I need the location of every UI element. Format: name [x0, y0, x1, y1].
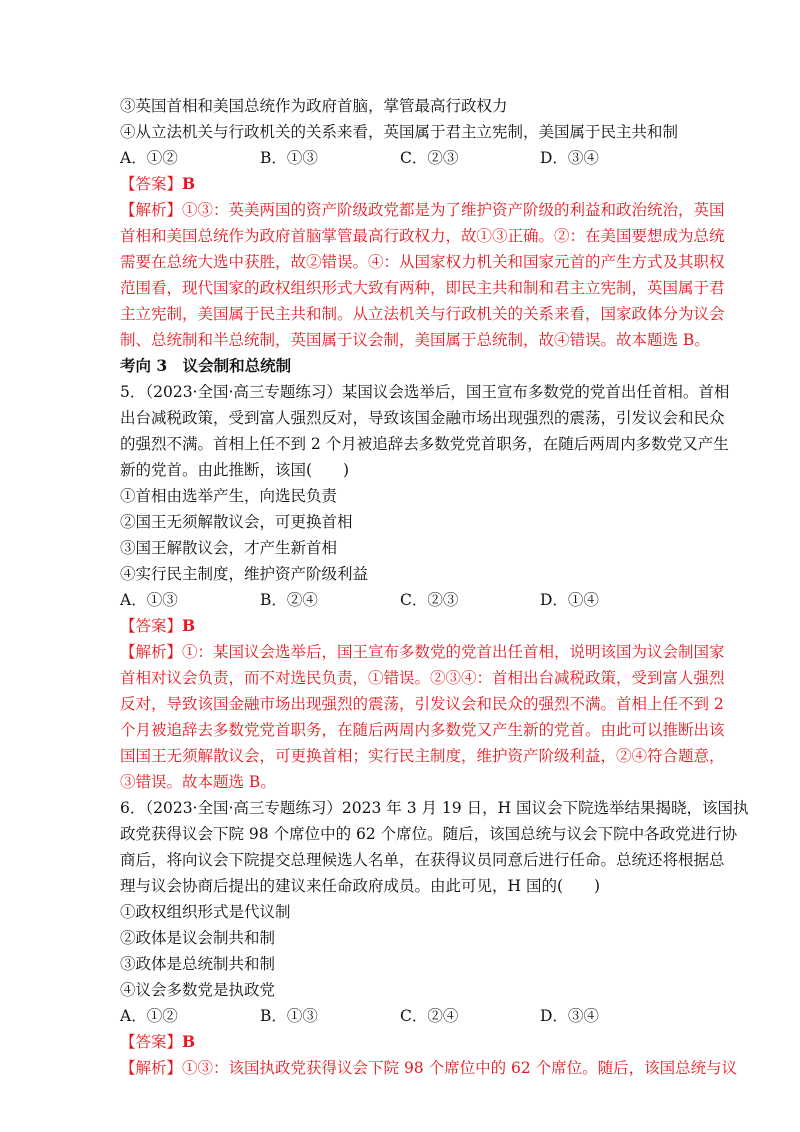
q4-analysis-line: 制、总统制和半总统制，英国属于议会制，美国属于总统制，故④错误。故本题选 B。	[120, 331, 710, 349]
q6-analysis-tag: 【解析】	[120, 1059, 183, 1077]
q5-analysis-line: ③错误。故本题选 B。	[120, 773, 276, 791]
q4-analysis-line: 范围看，现代国家的政权组织形式大致有两种，即民主共和制和君主立宪制，英国属于君	[120, 279, 725, 297]
q6-answer-tag: 【答案】	[120, 1033, 183, 1051]
q4-answer-tag: 【答案】	[120, 175, 183, 193]
q4-option-b: B．①③	[260, 149, 318, 167]
q5-statement: ②国王无须解散议会，可更换首相	[120, 513, 353, 531]
q5-analysis-line: 【解析】①：某国议会选举后，国王宣布多数党的党首出任首相，说明该国为议会制国家	[120, 643, 725, 661]
q6-answer	[120, 1032, 195, 1052]
q6-option-c: C．②④	[400, 1007, 459, 1025]
q5-stem-line: 的强烈不满。首相上任不到 2 个月被追辞去多数党党首职务，在随后两周内多数党又产生	[120, 435, 729, 453]
q6-stem-line: 商后，将向议会下院提交总理候选人名单，在获得议员同意后进行任命。总统还将根据总	[120, 851, 725, 869]
q5-answer-value: B	[182, 616, 196, 635]
q5-answer	[120, 616, 195, 636]
q6-analysis-line: 【解析】①③：该国执政党获得议会下院 98 个席位中的 62 个席位。随后，该国总统与议	[120, 1059, 738, 1077]
q5-analysis-line: 首相对议会负责，而不对选民负责，①错误。②③④：首相出台减税政策，受到富人强烈	[120, 669, 725, 687]
q4-option-a: A．①②	[120, 149, 178, 167]
q4-analysis-line: 需要在总统大选中获胜，故②错误。④：从国家权力机关和国家元首的产生方式及其职权	[120, 253, 725, 271]
q6-stem-line: 理与议会协商后提出的建议来任命政府成员。由此可见，H 国的( )	[120, 877, 601, 895]
q5-statement: ①首相由选举产生，向选民负责	[120, 487, 338, 505]
q5-answer-tag: 【答案】	[120, 617, 183, 635]
section-heading: 考向 3 议会制和总统制	[120, 356, 292, 375]
q6-statement: ④议会多数党是执政党	[120, 981, 276, 999]
q4-analysis-line: 【解析】①③：英美两国的资产阶级政党都是为了维护资产阶级的利益和政治统治，英国	[120, 201, 725, 219]
q6-statement: ①政权组织形式是代议制	[120, 903, 291, 921]
q6-option-b: B．①③	[260, 1007, 318, 1025]
q5-analysis-line: 国国王无须解散议会，可更换首相；实行民主制度，维护资产阶级利益，②④符合题意，	[120, 747, 725, 765]
q6-option-d: D．③④	[540, 1007, 599, 1025]
q5-stem-line: 出台减税政策，受到富人强烈反对，导致该国金融市场出现强烈的震荡，引发议会和民众	[120, 409, 725, 427]
q4-answer	[120, 174, 195, 194]
q5-stem-line: 5．（2023·全国·高三专题练习）某国议会选举后，国王宣布多数党的党首出任首相。首相	[120, 383, 730, 401]
q4-option-c: C．②③	[400, 149, 459, 167]
q5-option-c: C．②③	[400, 591, 459, 609]
q4-statement-3: ③英国首相和美国总统作为政府首脑，掌管最高行政权力	[120, 97, 508, 115]
q5-option-a: A．①③	[120, 591, 178, 609]
q5-statement: ④实行民主制度，维护资产阶级利益	[120, 565, 369, 583]
q4-answer-value: B	[182, 174, 196, 193]
q4-option-d: D．③④	[540, 149, 599, 167]
q4-statement-4: ④从立法机关与行政机关的关系来看，英国属于君主立宪制，美国属于民主共和制	[120, 123, 679, 141]
q5-statement: ③国王解散议会，才产生新首相	[120, 539, 338, 557]
q4-analysis-line: 主立宪制，美国属于民主共和制。从立法机关与行政机关的关系来看，国家政体分为议会	[120, 305, 725, 323]
q6-stem-line: 政党获得议会下院 98 个席位中的 62 个席位。随后，该国总统与议会下院中各政党进行协	[120, 825, 738, 843]
q5-analysis-line: 个月被追辞去多数党党首职务，在随后两周内多数党又产生新的党首。由此可以推断出该	[120, 721, 725, 739]
q5-stem-line: 新的党首。由此推断，该国( )	[120, 461, 350, 479]
q4-analysis-tag: 【解析】	[120, 201, 183, 219]
q6-statement: ②政体是议会制共和制	[120, 929, 276, 947]
q6-option-a: A．①②	[120, 1007, 178, 1025]
q5-option-d: D．①④	[540, 591, 599, 609]
q5-analysis-tag: 【解析】	[120, 643, 183, 661]
q5-option-b: B．②④	[260, 591, 318, 609]
q6-stem-line: 6．（2023·全国·高三专题练习）2023 年 3 月 19 日，H 国议会下院选举结果揭晓，该国执	[120, 799, 749, 817]
q6-answer-value: B	[182, 1032, 196, 1051]
q4-analysis-line: 首相和美国总统作为政府首脑掌管最高行政权力，故①③正确。②：在美国要想成为总统	[120, 227, 725, 245]
q5-analysis-line: 反对，导致该国金融市场出现强烈的震荡，引发议会和民众的强烈不满。首相上任不到 2	[120, 695, 724, 713]
q6-statement: ③政体是总统制共和制	[120, 955, 276, 973]
